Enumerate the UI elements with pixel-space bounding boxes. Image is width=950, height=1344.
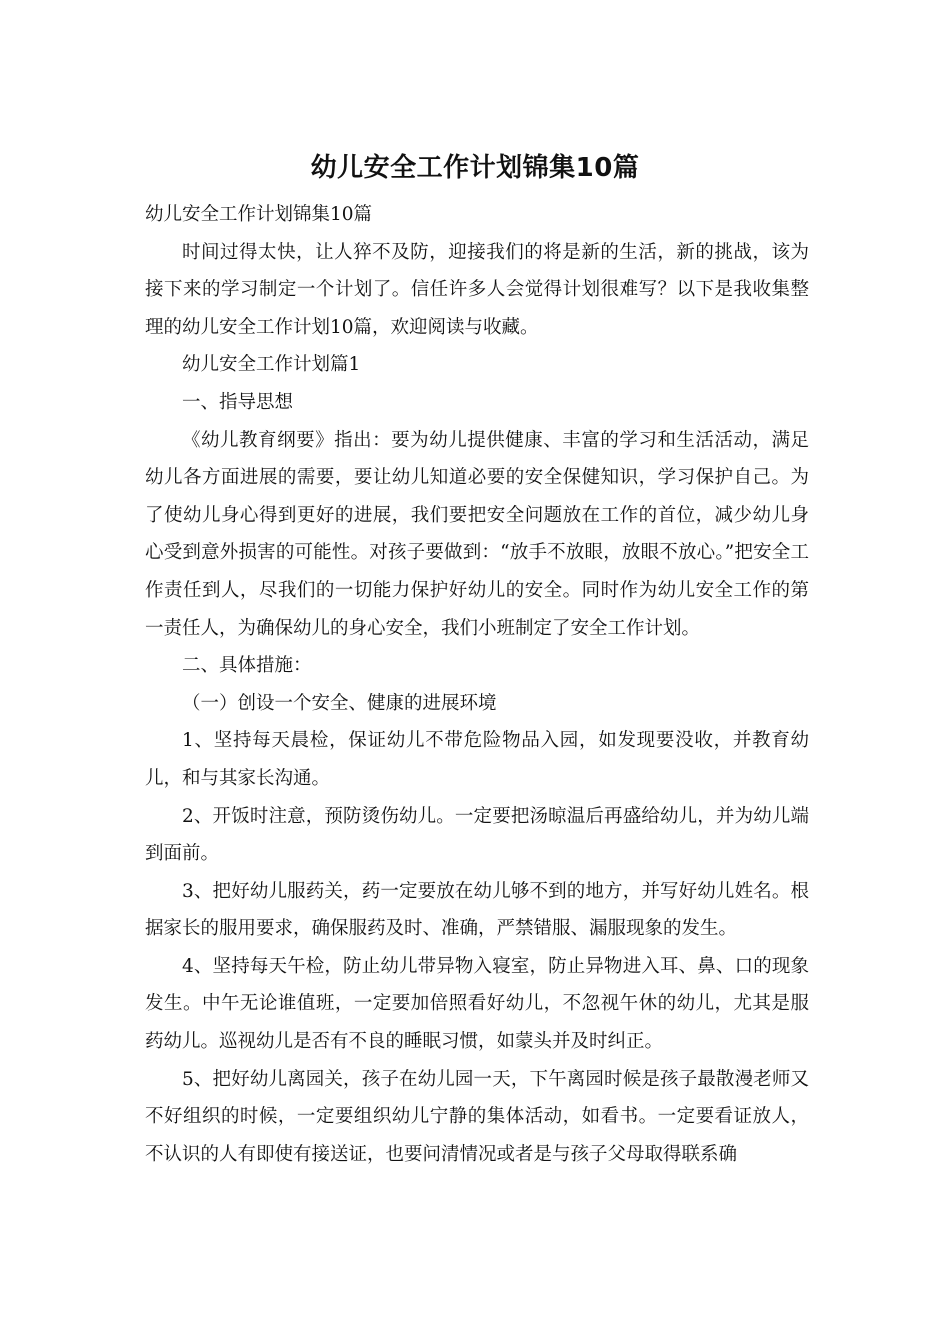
list-item: 5、把好幼儿离园关，孩子在幼儿园一天，下午离园时候是孩子最散漫老师又不好组织的时候，一定要组织幼儿宁静的集体活动，如看书。一定要看证放人，不认识的人有即使有接送证，也要问清情况或者是与孩子父母取得联系确 xyxy=(145,1068,809,1165)
section-title: 幼儿安全工作计划篇1 xyxy=(182,354,361,376)
heading-guiding-thought: 一、指导思想 xyxy=(182,391,294,413)
subheading-environment: （一）创设一个安全、健康的进展环境 xyxy=(182,692,497,714)
list-item: 4、坚持每天午检，防止幼儿带异物入寝室，防止异物进入耳、鼻、口的现象发生。中午无论谁值班，一定要加倍照看好幼儿，不忽视午休的幼儿，尤其是服药幼儿。巡视幼儿是否有不良的睡眠习惯，如蒙头并及时纠正。 xyxy=(145,955,809,1053)
document-body xyxy=(145,196,809,1173)
heading-measures: 二、具体措施： xyxy=(182,655,312,677)
intro-paragraph: 时间过得太快，让人猝不及防，迎接我们的将是新的生活，新的挑战，该为接下来的学习制定一个计划了。信任许多人会觉得计划很难写？以下是我收集整理的幼儿安全工作计划10篇，欢迎阅读与收藏。 xyxy=(145,241,809,338)
document-title: 幼儿安全工作计划锦集10篇 xyxy=(310,153,640,183)
list-item: 2、开饭时注意，预防烫伤幼儿。一定要把汤晾温后再盛给幼儿，并为幼儿端到面前。 xyxy=(145,805,809,865)
list-item: 1、坚持每天晨检，保证幼儿不带危险物品入园，如发现要没收，并教育幼儿，和与其家长沟通。 xyxy=(145,730,809,789)
document-subtitle: 幼儿安全工作计划锦集10篇 xyxy=(145,204,373,225)
guiding-paragraph: 《幼儿教育纲要》指出：要为幼儿提供健康、丰富的学习和生活活动，满足幼儿各方面进展的需要，要让幼儿知道必要的安全保健知识，学习保护自己。为了使幼儿身心得到更好的进展，我们要把安全问题放在工作的首位，减少幼儿身心受到意外损害的可能性。对孩子要做到：“放手不放眼，放眼不放心。”把安全工作责任到人，尽我们的一切能力保护好幼儿的安全。同时作为幼儿安全工作的第一责任人，为确保幼儿的身心安全，我们小班制定了安全工作计划。 xyxy=(145,429,809,639)
list-item: 3、把好幼儿服药关，药一定要放在幼儿够不到的地方，并写好幼儿姓名。根据家长的服用要求，确保服药及时、准确，严禁错服、漏服现象的发生。 xyxy=(145,880,809,940)
